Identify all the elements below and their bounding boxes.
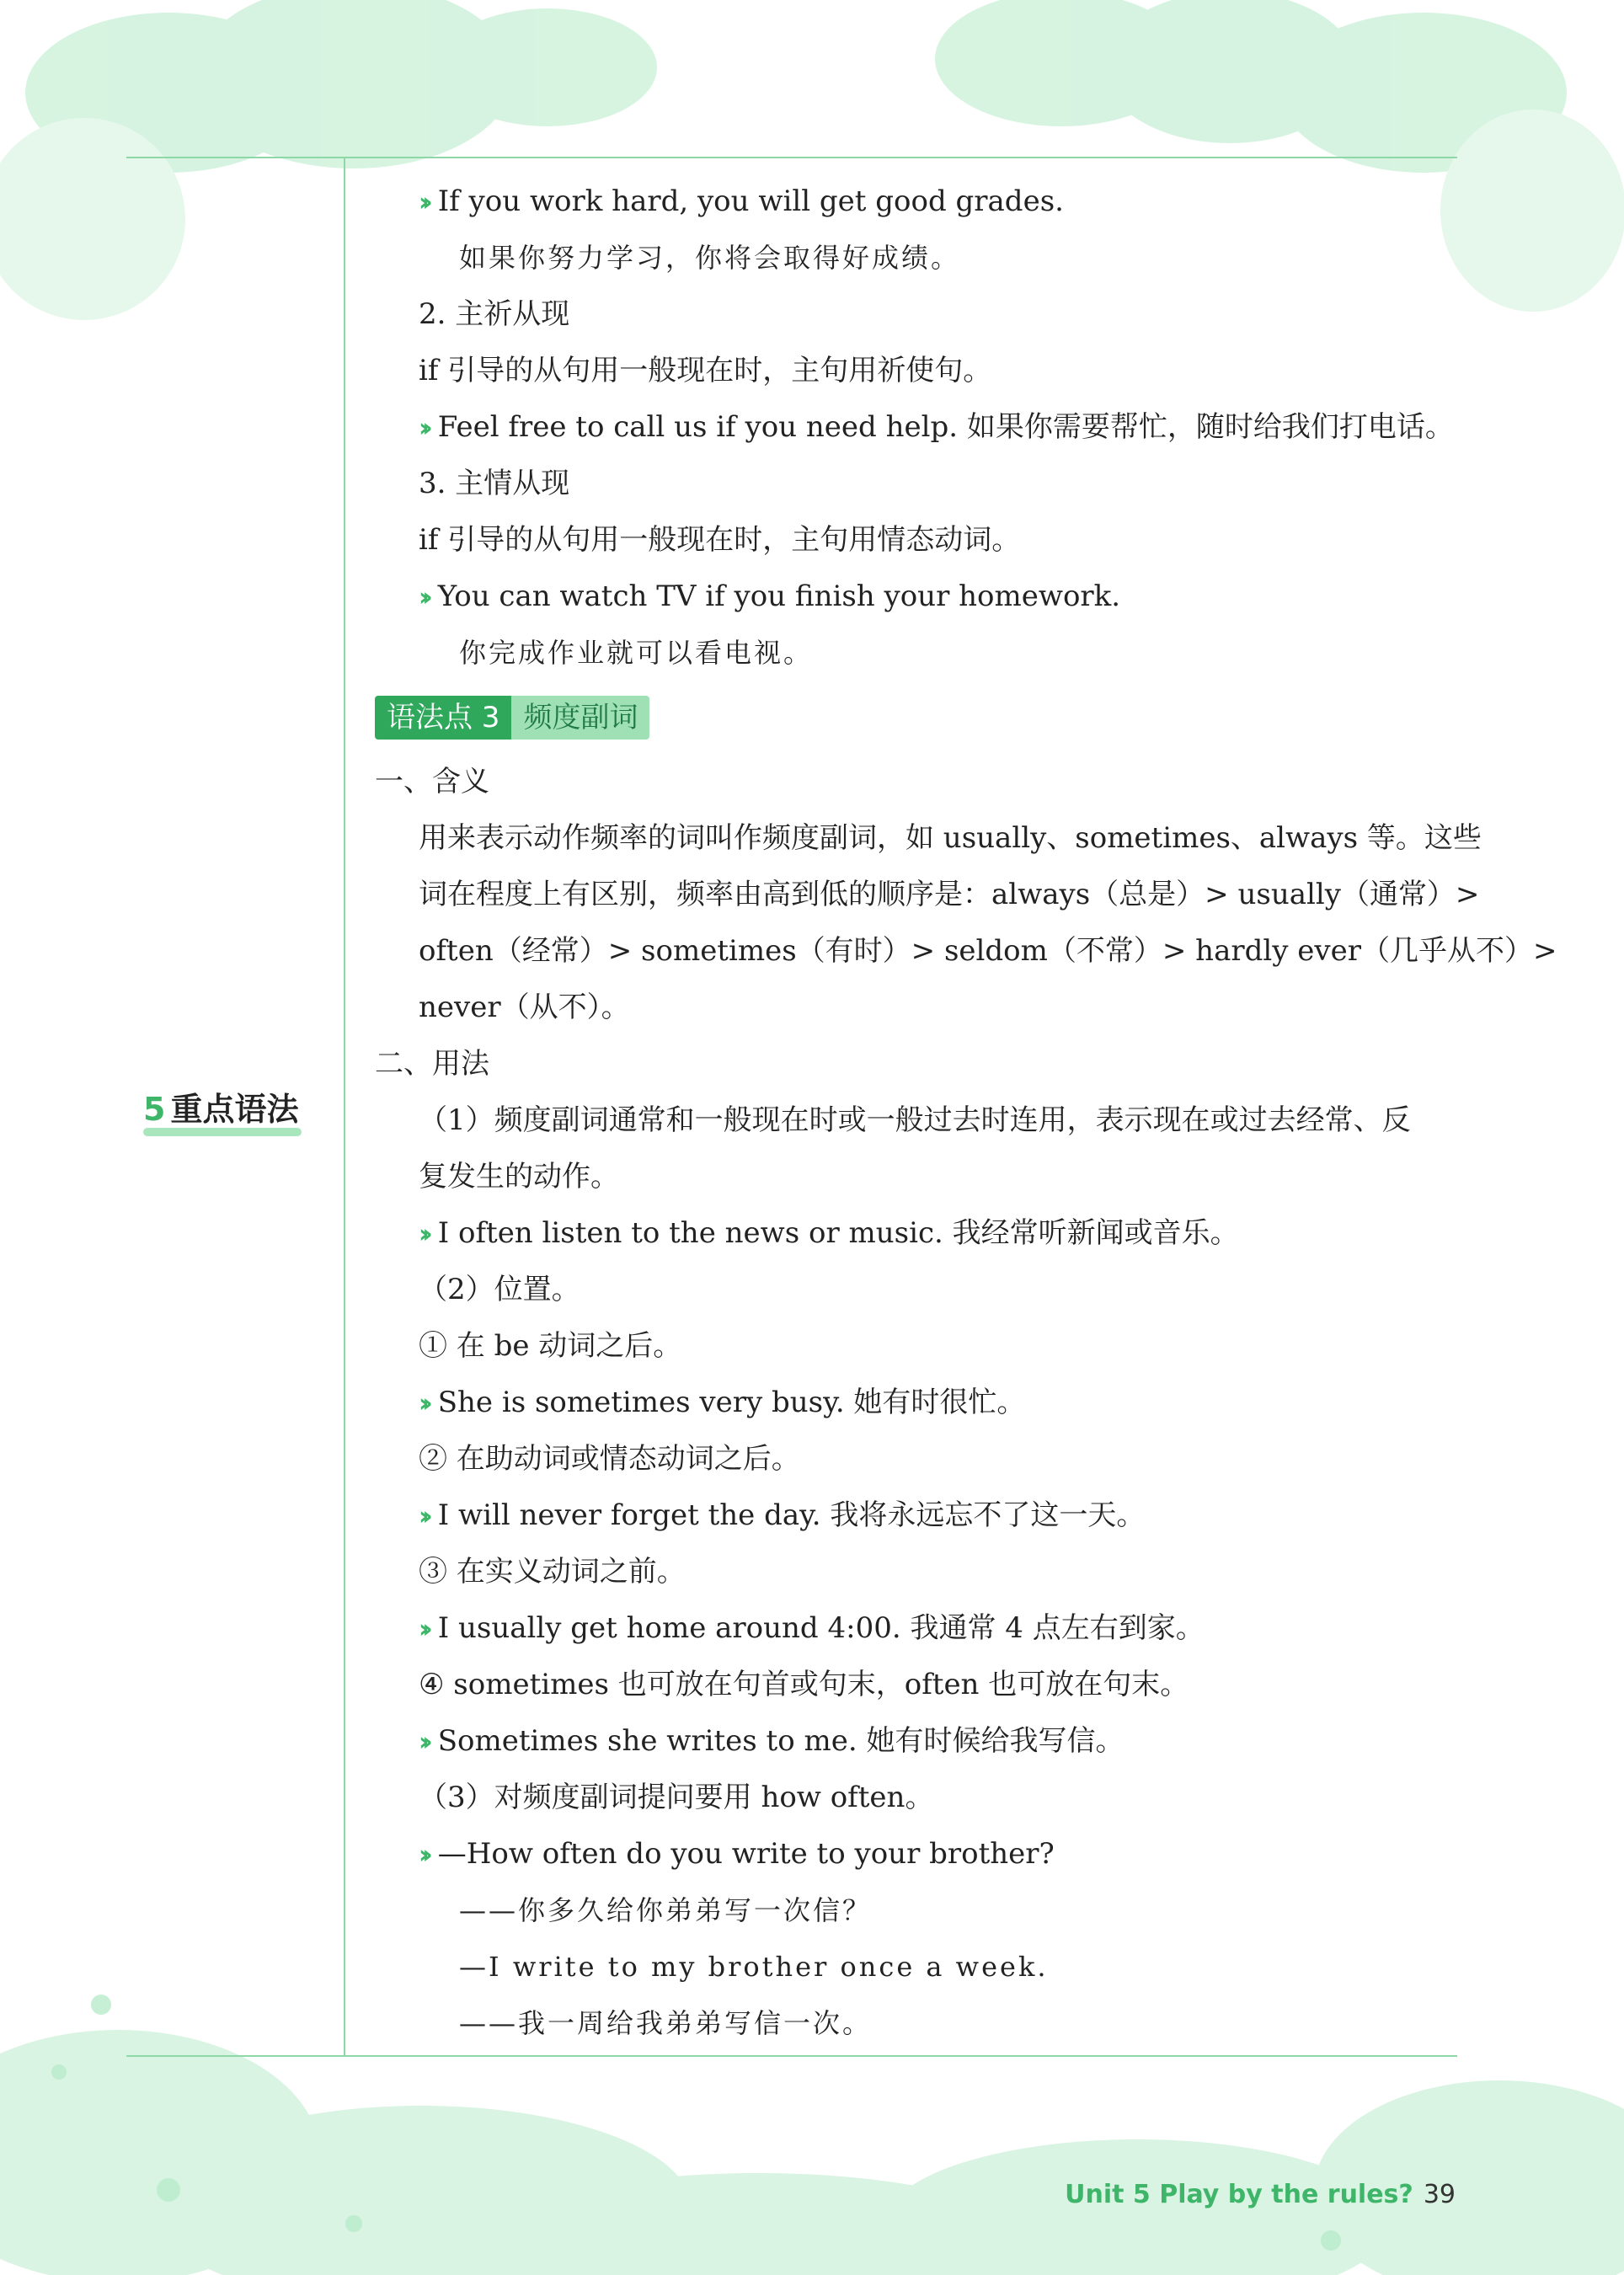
translation-line: [375, 1882, 1470, 1939]
line-text: （2）位置。: [419, 1273, 580, 1306]
example-arrow-icon: ››: [419, 188, 426, 217]
text-line: [375, 923, 1557, 980]
line-text: Sometimes she writes to me. 她有时候给我写信。: [437, 1724, 1125, 1758]
example-sentence: [375, 1205, 1470, 1262]
text-line: [375, 1149, 1470, 1205]
unit-title: Unit 5 Play by the rules?: [1065, 2180, 1413, 2209]
grammar-point-tag: [375, 696, 649, 740]
line-text: She is sometimes very busy. 她有时很忙。: [437, 1386, 1026, 1419]
text-line: [375, 1092, 1470, 1149]
line-text: if 引导的从句用一般现在时，主句用情态动词。: [419, 523, 1021, 557]
example-sentence: [375, 569, 1470, 625]
section-title: [143, 1083, 298, 1129]
column-divider: [344, 157, 345, 2057]
line-text: 复发生的动作。: [419, 1160, 619, 1194]
line-text: —I write to my brother once a week.: [459, 1951, 1049, 1983]
line-text: ② 在助动词或情态动词之后。: [419, 1442, 800, 1476]
line-text: I usually get home around 4:00. 我通常 4 点左右到家。: [437, 1611, 1205, 1645]
text-line: [375, 867, 1480, 923]
section-heading: [375, 754, 1470, 810]
example-arrow-icon: ››: [419, 1389, 426, 1418]
example-arrow-icon: ››: [419, 1840, 426, 1870]
example-arrow-icon: ››: [419, 583, 426, 612]
line-text: 一、含义: [375, 765, 489, 798]
line-text: Feel free to call us if you need help. 如果你需要帮忙，随时给我们打电话。: [437, 410, 1454, 444]
main-content: [375, 174, 1557, 2052]
example-sentence: [375, 399, 1470, 456]
example-sentence: [375, 1826, 1470, 1882]
text-line: [375, 1544, 1470, 1600]
translation-line: [375, 230, 1470, 286]
example-arrow-icon: ››: [419, 414, 426, 443]
example-sentence: [375, 1487, 1470, 1544]
text-line: [375, 1657, 1470, 1713]
line-text: 用来表示动作频率的词叫作频度副词，如 usually、sometimes、always 等。这些: [419, 821, 1482, 855]
example-arrow-icon: ››: [419, 1502, 426, 1531]
bottom-rule: [126, 2055, 1457, 2057]
line-text: 二、用法: [375, 1047, 489, 1081]
line-text: —How often do you write to your brother?: [437, 1837, 1055, 1871]
text-line: [375, 512, 1470, 569]
line-text: （3）对频度副词提问要用 how often。: [419, 1781, 934, 1814]
line-text: 3. 主情从现: [419, 467, 570, 500]
example-arrow-icon: ››: [419, 1220, 426, 1249]
line-text: 词在程度上有区别，频率由高到低的顺序是：always（总是）> usually（通常）>: [419, 878, 1480, 911]
part-one: [375, 174, 1470, 681]
translation-line: [375, 1939, 1470, 1995]
text-line: [375, 343, 1470, 399]
line-text: You can watch TV if you finish your homework.: [437, 579, 1121, 613]
grammar-point-label: 语法点 3: [375, 696, 511, 740]
line-text: never（从不）。: [419, 991, 630, 1024]
line-text: 2. 主祈从现: [419, 297, 570, 331]
text-line: [375, 1262, 1470, 1318]
text-line: [375, 286, 1470, 343]
line-text: I often listen to the news or music. 我经常听新闻或音乐。: [437, 1216, 1239, 1250]
text-line: [375, 1318, 1470, 1375]
line-text: If you work hard, you will get good grades.: [437, 184, 1064, 218]
example-sentence: [375, 174, 1470, 230]
text-line: [375, 980, 1470, 1036]
line-text: ——我一周给我弟弟写信一次。: [459, 2007, 873, 2039]
line-text: 你完成作业就可以看电视。: [459, 637, 814, 669]
example-sentence: [375, 1713, 1470, 1770]
top-rule: [126, 157, 1457, 158]
line-text: ——你多久给你弟弟写一次信？: [459, 1894, 873, 1926]
line-text: if 引导的从句用一般现在时，主句用祈使句。: [419, 354, 992, 387]
line-text: 如果你努力学习，你将会取得好成绩。: [459, 242, 961, 274]
line-text: （1）频度副词通常和一般现在时或一般过去时连用，表示现在或过去经常、反: [419, 1103, 1411, 1137]
example-arrow-icon: ››: [419, 1728, 426, 1757]
page-footer: [1065, 2180, 1456, 2209]
grammar-point-topic: 频度副词: [511, 696, 649, 740]
text-line: [375, 810, 1482, 867]
line-text: ① 在 be 动词之后。: [419, 1329, 682, 1363]
translation-line: [375, 625, 1470, 681]
text-line: [375, 1770, 1470, 1826]
example-sentence: [375, 1600, 1470, 1657]
section-label: 重点语法: [170, 1091, 299, 1128]
grammar-point-heading: [375, 681, 1470, 754]
text-line: [375, 1431, 1470, 1487]
line-text: ④ sometimes 也可放在句首或句末，often 也可放在句末。: [419, 1668, 1189, 1701]
line-text: often（经常）> sometimes（有时）> seldom（不常）> hardly ever（几乎从不）>: [419, 934, 1557, 968]
example-arrow-icon: ››: [419, 1615, 426, 1644]
line-text: I will never forget the day. 我将永远忘不了这一天。: [437, 1498, 1146, 1532]
example-sentence: [375, 1375, 1470, 1431]
text-line: [375, 456, 1470, 512]
section-number: 5: [143, 1091, 166, 1128]
part-two: [375, 754, 1557, 2052]
section-underline: [143, 1128, 302, 1136]
section-heading: [375, 1036, 1470, 1092]
translation-line: [375, 1995, 1470, 2052]
page-number: 39: [1423, 2180, 1456, 2209]
line-text: ③ 在实义动词之前。: [419, 1555, 686, 1589]
